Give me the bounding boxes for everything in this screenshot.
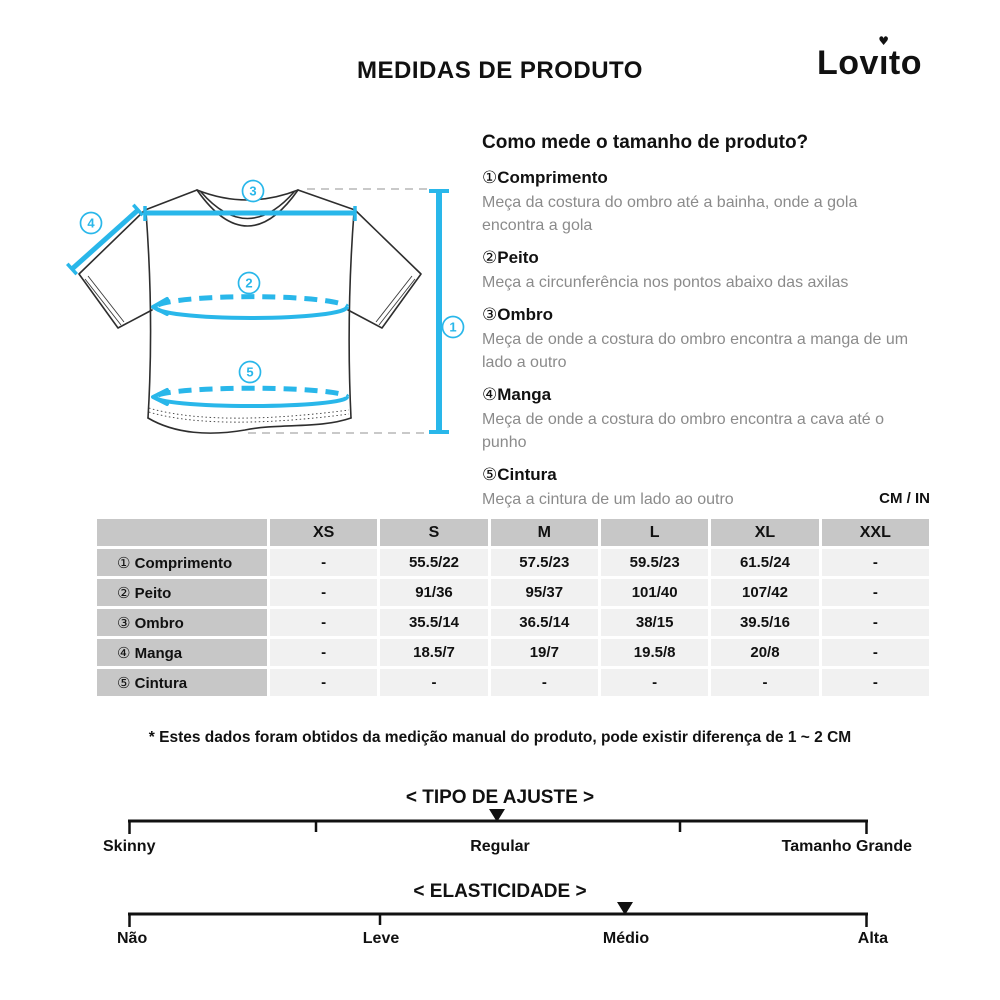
cell: -: [270, 579, 377, 606]
instruction-desc-comprimento: Meça da costura do ombro até a bainha, onde a gola encontra a gola: [482, 194, 858, 234]
table-row-comprimento: [97, 549, 929, 576]
table-row-ombro: [97, 609, 929, 636]
table-row-manga: [97, 639, 929, 666]
instruction-desc-peito: Meça a circunferência nos pontos abaixo das axilas: [482, 274, 849, 291]
cell: -: [270, 549, 377, 576]
instructions-heading: Como mede o tamanho de produto?: [482, 132, 809, 153]
elasticity-label-alta: Alta: [857, 930, 888, 947]
cell: 101/40: [601, 579, 708, 606]
cell: -: [270, 609, 377, 636]
badge-sleeve: 4: [87, 215, 95, 231]
cell: 91/36: [380, 579, 487, 606]
fit-label-skinny: Skinny: [103, 838, 156, 855]
elasticity-label-leve: Leve: [362, 930, 400, 947]
cell: -: [270, 639, 377, 666]
size-table: [94, 516, 932, 699]
badge-chest: 2: [245, 275, 253, 291]
badge-waist: 5: [246, 364, 254, 380]
cell: 107/42: [711, 579, 818, 606]
cell: 39.5/16: [711, 609, 818, 636]
instruction-label-manga: ④Manga: [482, 385, 552, 405]
cell: 35.5/14: [380, 609, 487, 636]
column-header-l: L: [601, 519, 708, 546]
row-label: ⑤ Cintura: [97, 669, 267, 696]
instruction-desc-ombro: Meça de onde a costura do ombro encontra a manga de um lado a outro: [482, 331, 909, 371]
fit-scale-axis: [0, 806, 1000, 834]
lovito-logo: [817, 34, 922, 83]
size-table-corner-cell: [97, 519, 267, 546]
elasticity-label-medio: Médio: [602, 930, 650, 947]
row-label: ② Peito: [97, 579, 267, 606]
heart-icon: ♥: [878, 34, 890, 48]
tshirt-outline: [79, 190, 421, 433]
table-row-cintura: [97, 669, 929, 696]
cell: -: [601, 669, 708, 696]
cell: 19.5/8: [601, 639, 708, 666]
cell: 18.5/7: [380, 639, 487, 666]
unit-label: CM / IN: [879, 490, 930, 507]
logo-text-post: to: [888, 44, 922, 82]
table-row-peito: [97, 579, 929, 606]
instruction-desc-manga: Meça de onde a costura do ombro encontra a cava até o punho: [482, 411, 885, 451]
cell: -: [711, 669, 818, 696]
fit-scale-title: < TIPO DE AJUSTE >: [405, 787, 595, 808]
elasticity-label-nao: Não: [117, 930, 148, 947]
cell: -: [380, 669, 487, 696]
logo-text-pre: Lov: [817, 44, 879, 82]
measure-ellipse-waist-back: [158, 388, 347, 397]
logo-letter-i: ı ♥: [878, 34, 890, 82]
size-table-header-row: [97, 519, 929, 546]
row-label: ④ Manga: [97, 639, 267, 666]
instruction-label-cintura: ⑤Cintura: [482, 465, 557, 485]
badge-shoulder: 3: [249, 183, 257, 199]
measure-ellipse-chest-front: [155, 307, 347, 318]
cell: -: [822, 639, 929, 666]
cell: 19/7: [491, 639, 598, 666]
column-header-xs: XS: [270, 519, 377, 546]
column-header-xl: XL: [711, 519, 818, 546]
instruction-label-ombro: ③Ombro: [482, 305, 553, 325]
cell: -: [822, 579, 929, 606]
instruction-label-peito: ②Peito: [482, 248, 539, 268]
cell: 95/37: [491, 579, 598, 606]
cell: 38/15: [601, 609, 708, 636]
cell: 61.5/24: [711, 549, 818, 576]
column-header-m: M: [491, 519, 598, 546]
row-label: ① Comprimento: [97, 549, 267, 576]
measure-arrow-waist: [153, 390, 167, 404]
cell: 36.5/14: [491, 609, 598, 636]
fit-label-regular: Regular: [470, 838, 530, 855]
elasticity-scale-axis: [0, 899, 1000, 927]
measurement-disclaimer: * Estes dados foram obtidos da medição manual do produto, pode existir diferença de 1 ~ 2 CM: [148, 729, 852, 746]
instruction-desc-cintura: Meça a cintura de um lado ao outro: [482, 491, 734, 508]
cell: -: [491, 669, 598, 696]
cell: 59.5/23: [601, 549, 708, 576]
measure-ellipse-waist-front: [155, 397, 347, 406]
measure-ellipse-chest-back: [158, 297, 347, 307]
column-header-s: S: [380, 519, 487, 546]
cell: 20/8: [711, 639, 818, 666]
cell: 55.5/22: [380, 549, 487, 576]
cell: -: [270, 669, 377, 696]
measurement-instructions: [482, 132, 920, 511]
fit-label-tamanho-grande: Tamanho Grande: [781, 838, 912, 855]
tshirt-measurement-diagram: [55, 165, 475, 465]
elasticity-scale-title: < ELASTICIDADE >: [413, 881, 587, 902]
column-header-xxl: XXL: [822, 519, 929, 546]
row-label: ③ Ombro: [97, 609, 267, 636]
cell: 57.5/23: [491, 549, 598, 576]
cell: -: [822, 549, 929, 576]
badge-length: 1: [449, 319, 457, 335]
instruction-label-comprimento: ①Comprimento: [482, 168, 608, 188]
cell: -: [822, 609, 929, 636]
page-title: MEDIDAS DE PRODUTO: [357, 57, 643, 84]
cell: -: [822, 669, 929, 696]
